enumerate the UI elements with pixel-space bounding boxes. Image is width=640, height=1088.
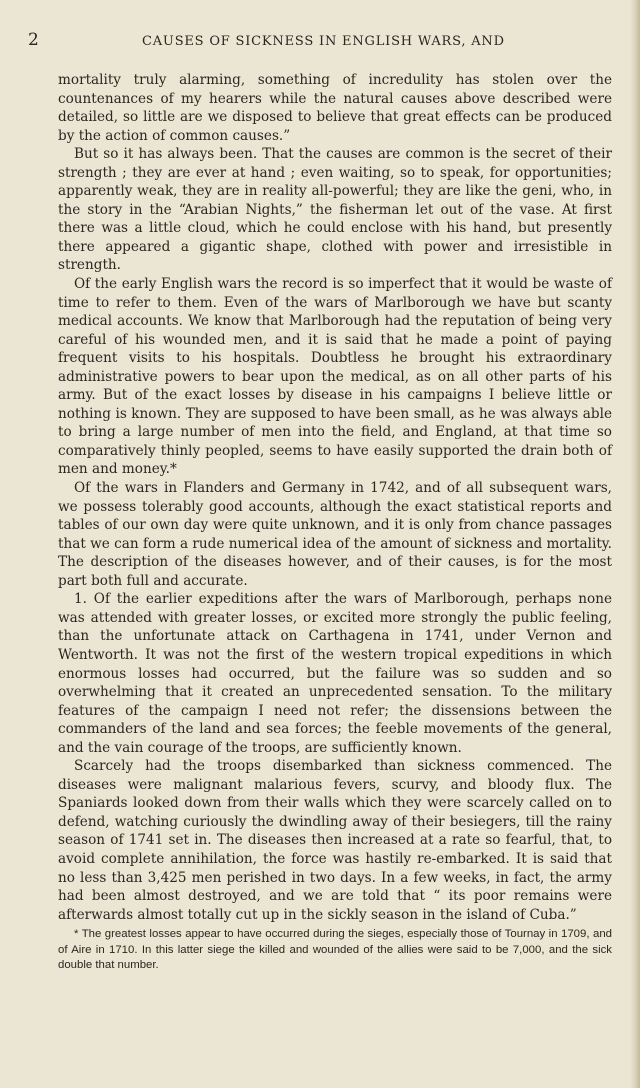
- paragraph: mortality truly alarming, something of incredulity has stolen over the countenances of my hearers while the natural causes above described were detailed, so little are we disposed to believe that great effects can be produced by the action of common causes.”: [58, 72, 612, 144]
- body-text: [58, 71, 612, 924]
- page-header: [28, 30, 618, 54]
- paragraph: But so it has always been. That the causes are common is the secret of their strength ; they are ever at hand ; even waiting, so to speak, for opportunities; apparently weak, they are in reality all-powerful; they are like the geni, who, in the story in the “Arabian Nights,” the fisherman let out of the vase. At first there was a little cloud, which he could enclose with his hand, but presently there appeared a gigantic shape, clothed with power and irresistible in strength.: [58, 146, 612, 274]
- paragraph: Of the wars in Flanders and Germany in 1742, and of all subsequent wars, we possess tolerably good accounts, although the exact statistical reports and tables of our own day were quite unknown, and it is only from chance passages that we can form a rude numerical idea of the amount of sickness and mortality. The description of the diseases however, and of their causes, is for the most part both full and accurate.: [58, 480, 612, 589]
- paragraph: Scarcely had the troops disembarked than sickness commenced. The diseases were malignant malarious fevers, scurvy, and bloody flux. The Spaniards looked down from their walls which they were scarcely called on to defend, watching curiously the dwindling away of their besiegers, till the rainy season of 1741 set in. The diseases then increased at a rate so fearful, that, to avoid complete annihilation, the force was hastily re-embarked. It is said that no less than 3,425 men perished in two days. In a few weeks, in fact, the army had been almost destroyed, and we are told that “ its poor remains were afterwards almost totally cut up in the sickly season in the island of Cuba.”: [58, 758, 612, 923]
- footnote: [58, 927, 612, 974]
- paragraph: 1. Of the earlier expeditions after the wars of Marlborough, perhaps none was attended with greater losses, or excited more strongly the public feeling, than the unfortunate attack on Carthagena in 1741, under Vernon and Wentworth. It was not the first of the western tropical expeditions in which enormous losses had occurred, but the failure was so sudden and so overwhelming that it created an unprecedented sensation. To the military features of the campaign I need not refer; the dissensions between the commanders of the land and sea forces; the feeble movements of the general, and the vain courage of the troops, are sufficiently known.: [58, 591, 612, 756]
- paragraph: Of the early English wars the record is so imperfect that it would be waste of time to refer to them. Even of the wars of Marlborough we have but scanty medical accounts. We know that Marlborough had the reputation of being very careful of his wounded men, and it is said that he made a point of paying frequent visits to his hospitals. Doubtless he brought his extraordinary administrative powers to bear upon the medical, as on all other parts of his army. But of the exact losses by disease in his campaigns I believe little or nothing is known. They are supposed to have been small, as he was always able to bring a large number of men into the field, and England, at that time so comparatively thinly peopled, seems to have easily supported the drain both of men and money.*: [58, 276, 612, 478]
- footnote-text: * The greatest losses appear to have occurred during the sieges, especially those of Tournay in 1709, and of Aire in 1710. In this latter siege the killed and wounded of the allies were said to be 7,000, and the sick double that number.: [58, 928, 612, 971]
- page-number: 2: [28, 30, 39, 50]
- page-edge-shadow: [630, 0, 640, 1088]
- running-head: CAUSES OF SICKNESS IN ENGLISH WARS, AND: [142, 34, 505, 49]
